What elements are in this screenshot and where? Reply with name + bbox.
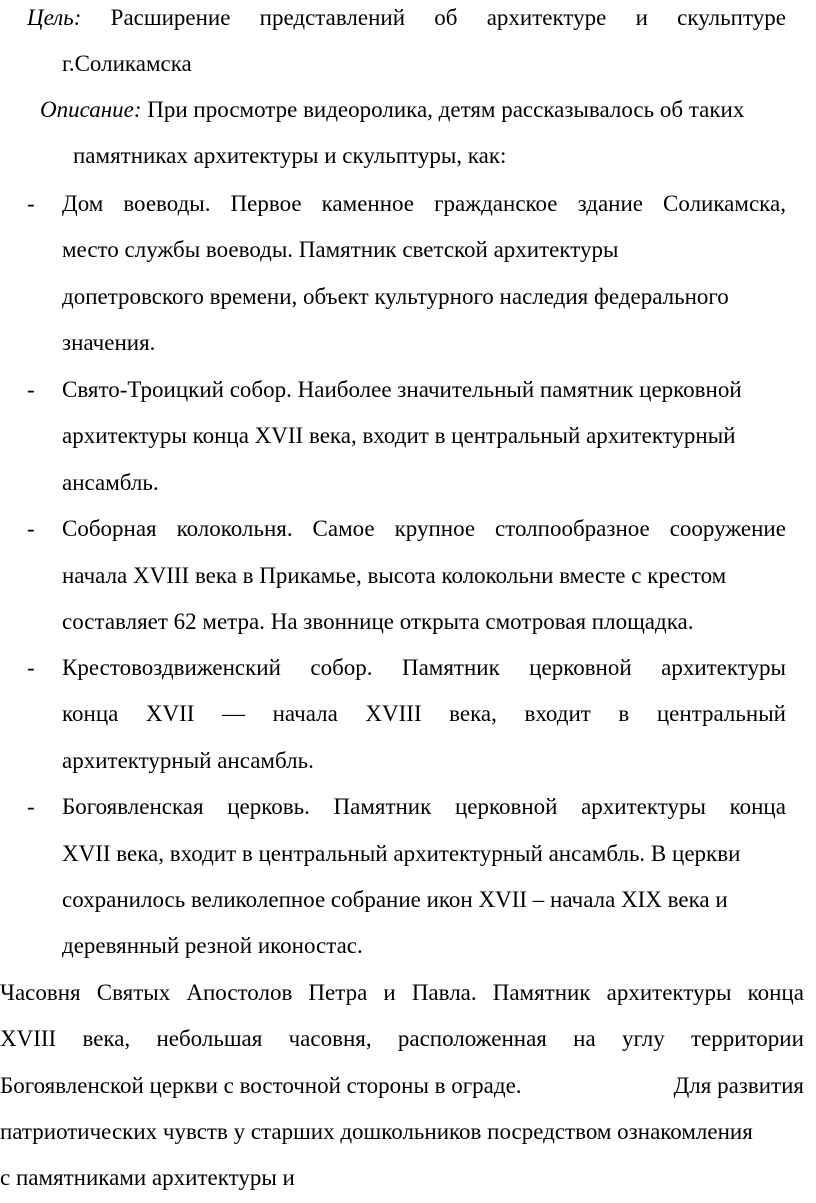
item-2-line-1: Свято-Троицкий собор. Наиболее значительный памятник церковной	[62, 377, 742, 402]
goal-word: Расширение	[110, 5, 231, 30]
goal-word: и	[635, 5, 648, 30]
list-dash: -	[27, 516, 35, 541]
item-1-line-4: значения.	[62, 330, 156, 355]
item-3-line-2: начала XVIII века в Прикамье, высота колокольни вместе с крестом	[62, 563, 727, 588]
chapel-line-4: патриотических чувств у старших дошкольников посредством ознакомления	[0, 1119, 753, 1144]
item-5-line-4: деревянный резной иконостас.	[62, 933, 363, 958]
goal-label: Цель:	[27, 5, 82, 30]
list-dash: -	[27, 655, 35, 680]
chapel-line-2: XVIII века, небольшая часовня, расположенная на углу территории	[0, 1026, 804, 1051]
item-4-line-2: конца XVII — начала XVIII века, входит в центральный	[62, 701, 786, 726]
chapel-line-5: с памятниками архитектуры и	[0, 1165, 295, 1190]
item-1-line-1: Дом воеводы. Первое каменное гражданское здание Соликамска,	[62, 191, 786, 216]
goal-word: скульптуре	[677, 5, 786, 30]
item-3-line-3: составляет 62 метра. На звоннице открыта смотровая площадка.	[62, 609, 694, 634]
list-dash: -	[27, 191, 35, 216]
goal-word: архитектуре	[486, 5, 607, 30]
item-2-line-2: архитектуры конца XVII века, входит в центральный архитектурный	[62, 423, 736, 448]
item-5-line-3: сохранилось великолепное собрание икон XVII – начала XIX века и	[62, 887, 728, 912]
item-4-line-1: Крестовоздвиженский собор. Памятник церковной архитектуры	[62, 655, 786, 680]
goal-line-2: г.Соликамска	[62, 51, 192, 76]
list-dash: -	[27, 794, 35, 819]
item-3-line-1: Соборная колокольня. Самое крупное столпообразное сооружение	[62, 516, 786, 541]
description-line-1	[40, 96, 744, 124]
item-2-line-3: ансамбль.	[62, 470, 159, 495]
list-dash: -	[27, 377, 35, 402]
item-5-line-2: XVII века, входит в центральный архитектурный ансамбль. В церкви	[62, 841, 741, 866]
item-5-line-1: Богоявленская церковь. Памятник церковной архитектуры конца	[62, 794, 786, 819]
goal-word: об	[434, 5, 458, 30]
item-4-line-3: архитектурный ансамбль.	[62, 748, 314, 773]
goal-word: представлений	[259, 5, 406, 30]
description-line-2: памятниках архитектуры и скульптуры, как:	[73, 143, 507, 168]
chapel-line-3-left: Богоявленской церкви с восточной стороны в ограде.	[0, 1073, 522, 1098]
chapel-line-1: Часовня Святых Апостолов Петра и Павла. Памятник архитектуры конца	[0, 980, 804, 1005]
goal-line-1	[27, 4, 786, 32]
description-label: Описание:	[40, 97, 142, 122]
description-text: При просмотре видеоролика, детям рассказывалось об таких	[147, 97, 745, 122]
chapel-line-3-right: Для развития	[673, 1073, 804, 1098]
item-1-line-3: допетровского времени, объект культурного наследия федерального	[62, 284, 729, 309]
item-1-line-2: место службы воеводы. Памятник светской архитектуры	[62, 237, 619, 262]
chapel-line-3	[0, 1072, 804, 1100]
